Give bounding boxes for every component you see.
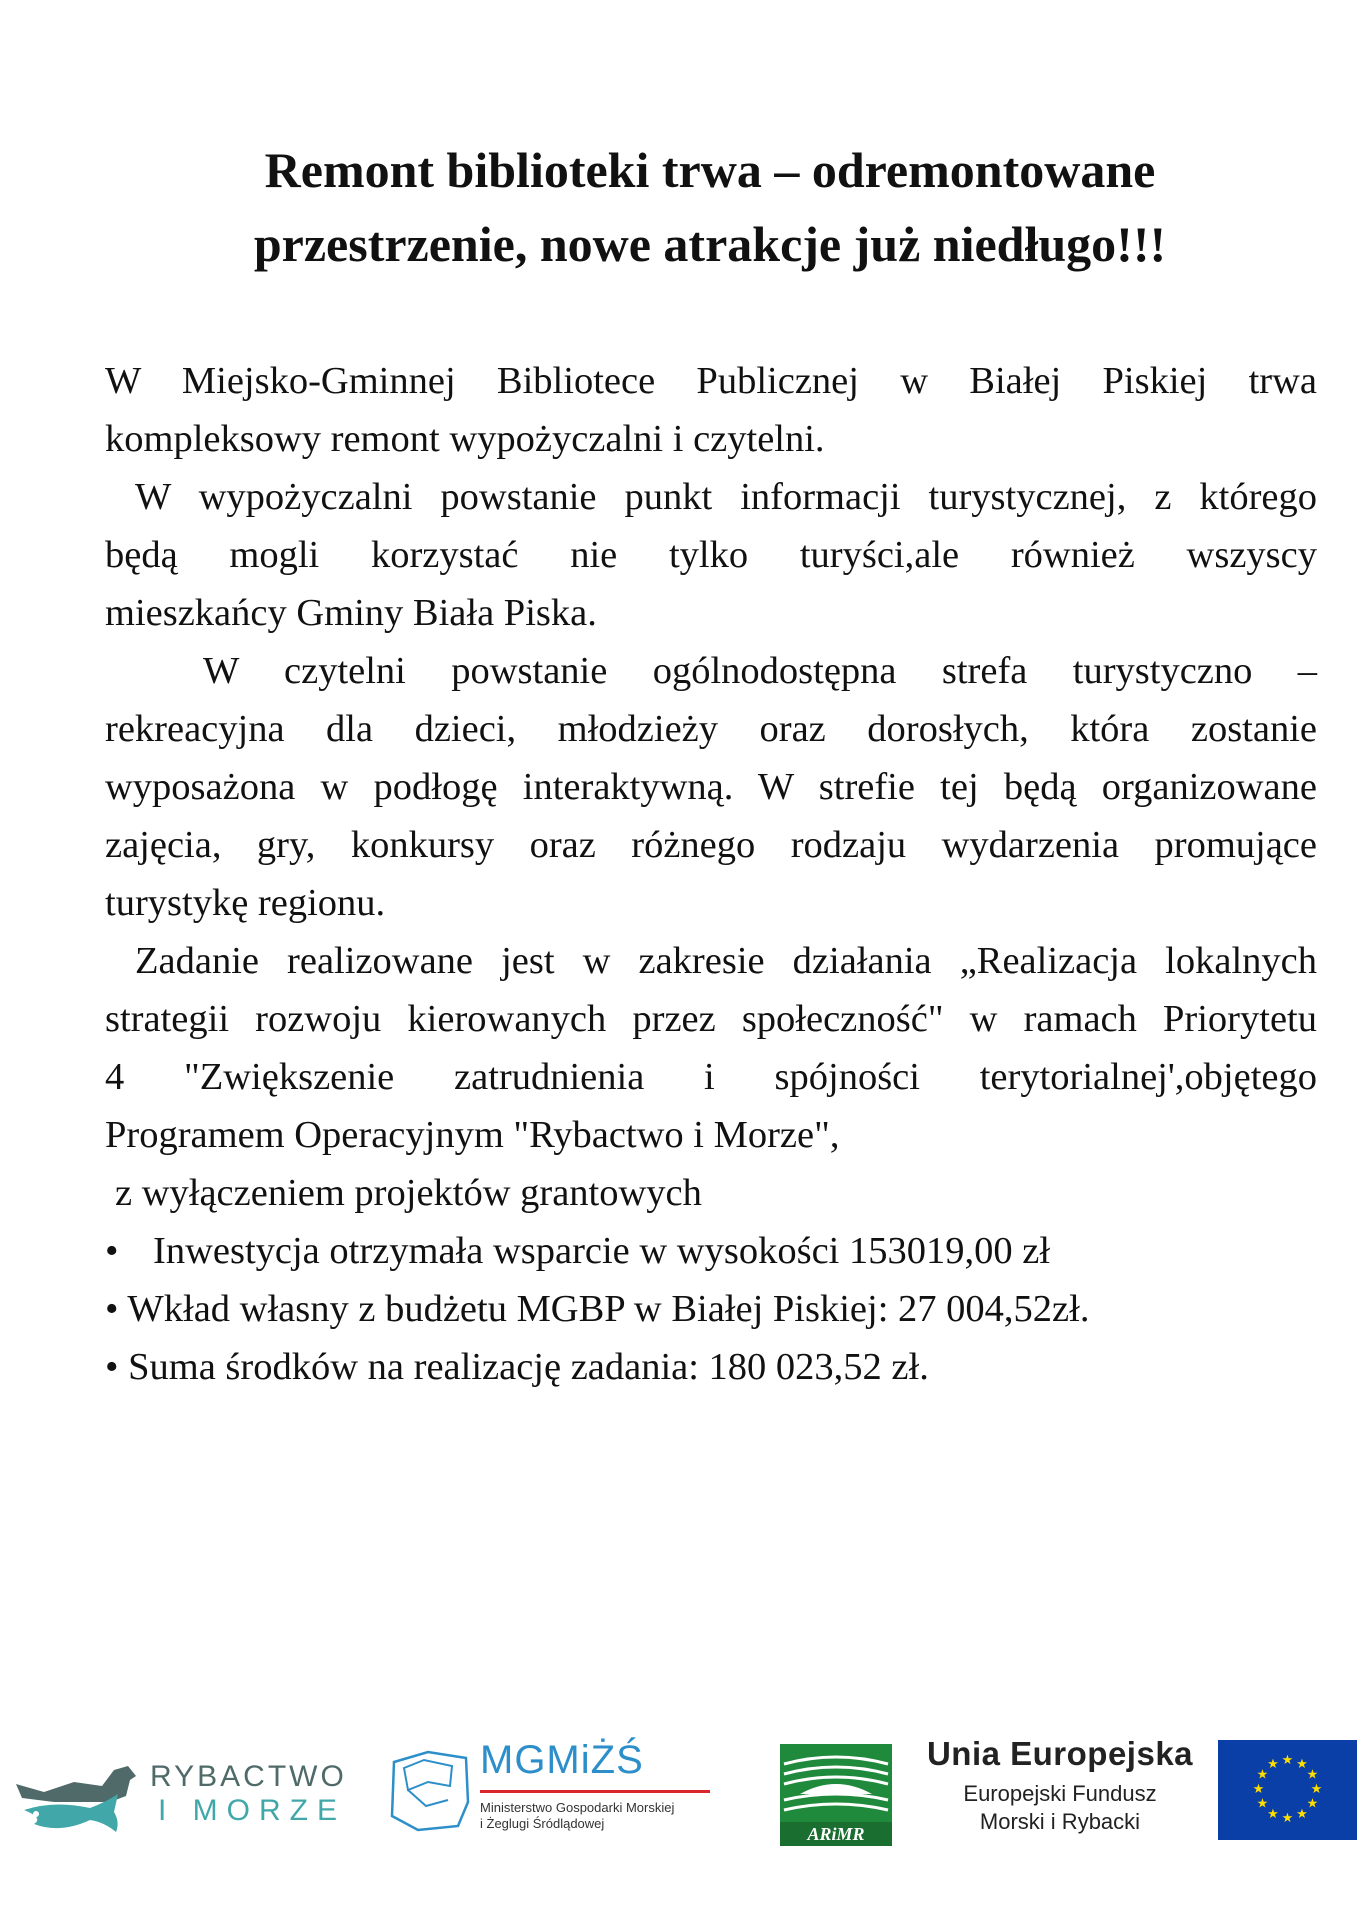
poland-map-icon — [388, 1746, 472, 1836]
body-line: Zadanie realizowane jest w zakresie działania „Realizacja lokalnych — [135, 940, 1317, 982]
body-line: strategii rozwoju kierowanych przez społeczność" w ramach Priorytetu — [105, 998, 1317, 1040]
svg-text:★: ★ — [1281, 1811, 1294, 1826]
body-line: rekreacyjna dla dzieci, młodzieży oraz dorosłych, która zostanie — [105, 708, 1317, 750]
eu-fund-line-2: Morski i Rybacki — [979, 1809, 1141, 1834]
svg-text:★: ★ — [1306, 1767, 1319, 1783]
arimr-fields-icon — [780, 1744, 892, 1846]
bullet-symbol: • — [105, 1288, 119, 1330]
bullet-text: Inwestycja otrzymała wsparcie w wysokości 153019,00 zł — [153, 1230, 1051, 1272]
arimr-label: ARiMR — [807, 1824, 865, 1844]
body-line: W czytelni powstanie ogólnodostępna strefa turystyczno – — [203, 650, 1317, 692]
body-line: 4 "Zwiększenie zatrudnienia i spójności terytorialnej',objętego — [105, 1056, 1317, 1098]
bullet-text: Wkład własny z budżetu MGBP w Białej Piskiej: 27 004,52zł. — [127, 1288, 1090, 1330]
svg-text:★: ★ — [1306, 1796, 1319, 1812]
bullet-item — [105, 1280, 1317, 1338]
eu-fund-line-1: Europejski Fundusz — [963, 1781, 1157, 1806]
eu-fund-text-logo — [925, 1734, 1195, 1844]
eu-title: Unia Europejska — [926, 1735, 1194, 1772]
svg-text:★: ★ — [1267, 1807, 1279, 1822]
bullet-symbol: • — [105, 1346, 119, 1388]
ministry-name-line-2: i Żeglugi Śródlądowej — [480, 1816, 605, 1831]
svg-text:★: ★ — [1281, 1753, 1294, 1768]
rybactwo-i-morze-logo — [14, 1752, 354, 1842]
title-line-1: Remont biblioteki trwa – odremontowane — [264, 142, 1156, 198]
ministry-name-line-1: Ministerstwo Gospodarki Morskiej — [480, 1800, 675, 1815]
bullet-symbol: • — [105, 1230, 119, 1272]
arimr-logo — [780, 1744, 892, 1846]
rybactwo-text: RYBACTWO — [150, 1760, 347, 1793]
bullet-item — [105, 1222, 1317, 1280]
eu-flag-logo — [1218, 1740, 1357, 1840]
body-line: turystykę regionu. — [105, 882, 386, 924]
body-line: zajęcia, gry, konkursy oraz różnego rodzaju wydarzenia promujące — [105, 824, 1317, 866]
svg-text:★: ★ — [1267, 1757, 1279, 1772]
svg-text:★: ★ — [1296, 1807, 1308, 1822]
body-line: W Miejsko-Gminnej Bibliotece Publicznej w Białej Piskiej trwa — [105, 360, 1317, 402]
bullet-item — [105, 1338, 1317, 1396]
svg-text:★: ★ — [1296, 1757, 1308, 1772]
body-line: Programem Operacyjnym "Rybactwo i Morze", — [105, 1114, 840, 1156]
body-line: wyposażona w podłogę interaktywną. W strefie tej będą organizowane — [105, 766, 1317, 808]
title-line-2: przestrzenie, nowe atrakcje już niedługo!!! — [253, 216, 1167, 272]
svg-text:★: ★ — [1256, 1796, 1269, 1812]
fish-boat-icon — [14, 1752, 144, 1842]
ministry-abbreviation: MGMiŻŚ — [480, 1738, 644, 1782]
eu-flag-icon — [1218, 1740, 1357, 1840]
morze-text: I MORZE — [158, 1794, 346, 1827]
body-line: W wypożyczalni powstanie punkt informacji turystycznej, z którego — [135, 476, 1317, 518]
body-line: mieszkańcy Gminy Biała Piska. — [105, 592, 597, 634]
body-line: będą mogli korzystać nie tylko turyści,ale również wszyscy — [105, 534, 1317, 576]
ministry-divider — [480, 1790, 710, 1793]
article-body — [105, 352, 1317, 1396]
body-line: kompleksowy remont wypożyczalni i czytelni. — [105, 418, 825, 460]
funding-logos-bar — [0, 1730, 1357, 1860]
body-line: z wyłączeniem projektów grantowych — [115, 1172, 702, 1214]
svg-text:★: ★ — [1310, 1782, 1323, 1797]
article-title — [105, 133, 1315, 281]
svg-text:★: ★ — [1256, 1767, 1269, 1783]
bullet-text: Suma środków na realizację zadania: 180 023,52 zł. — [128, 1346, 929, 1388]
ministry-logo — [388, 1738, 728, 1838]
svg-text:★: ★ — [1252, 1782, 1265, 1797]
